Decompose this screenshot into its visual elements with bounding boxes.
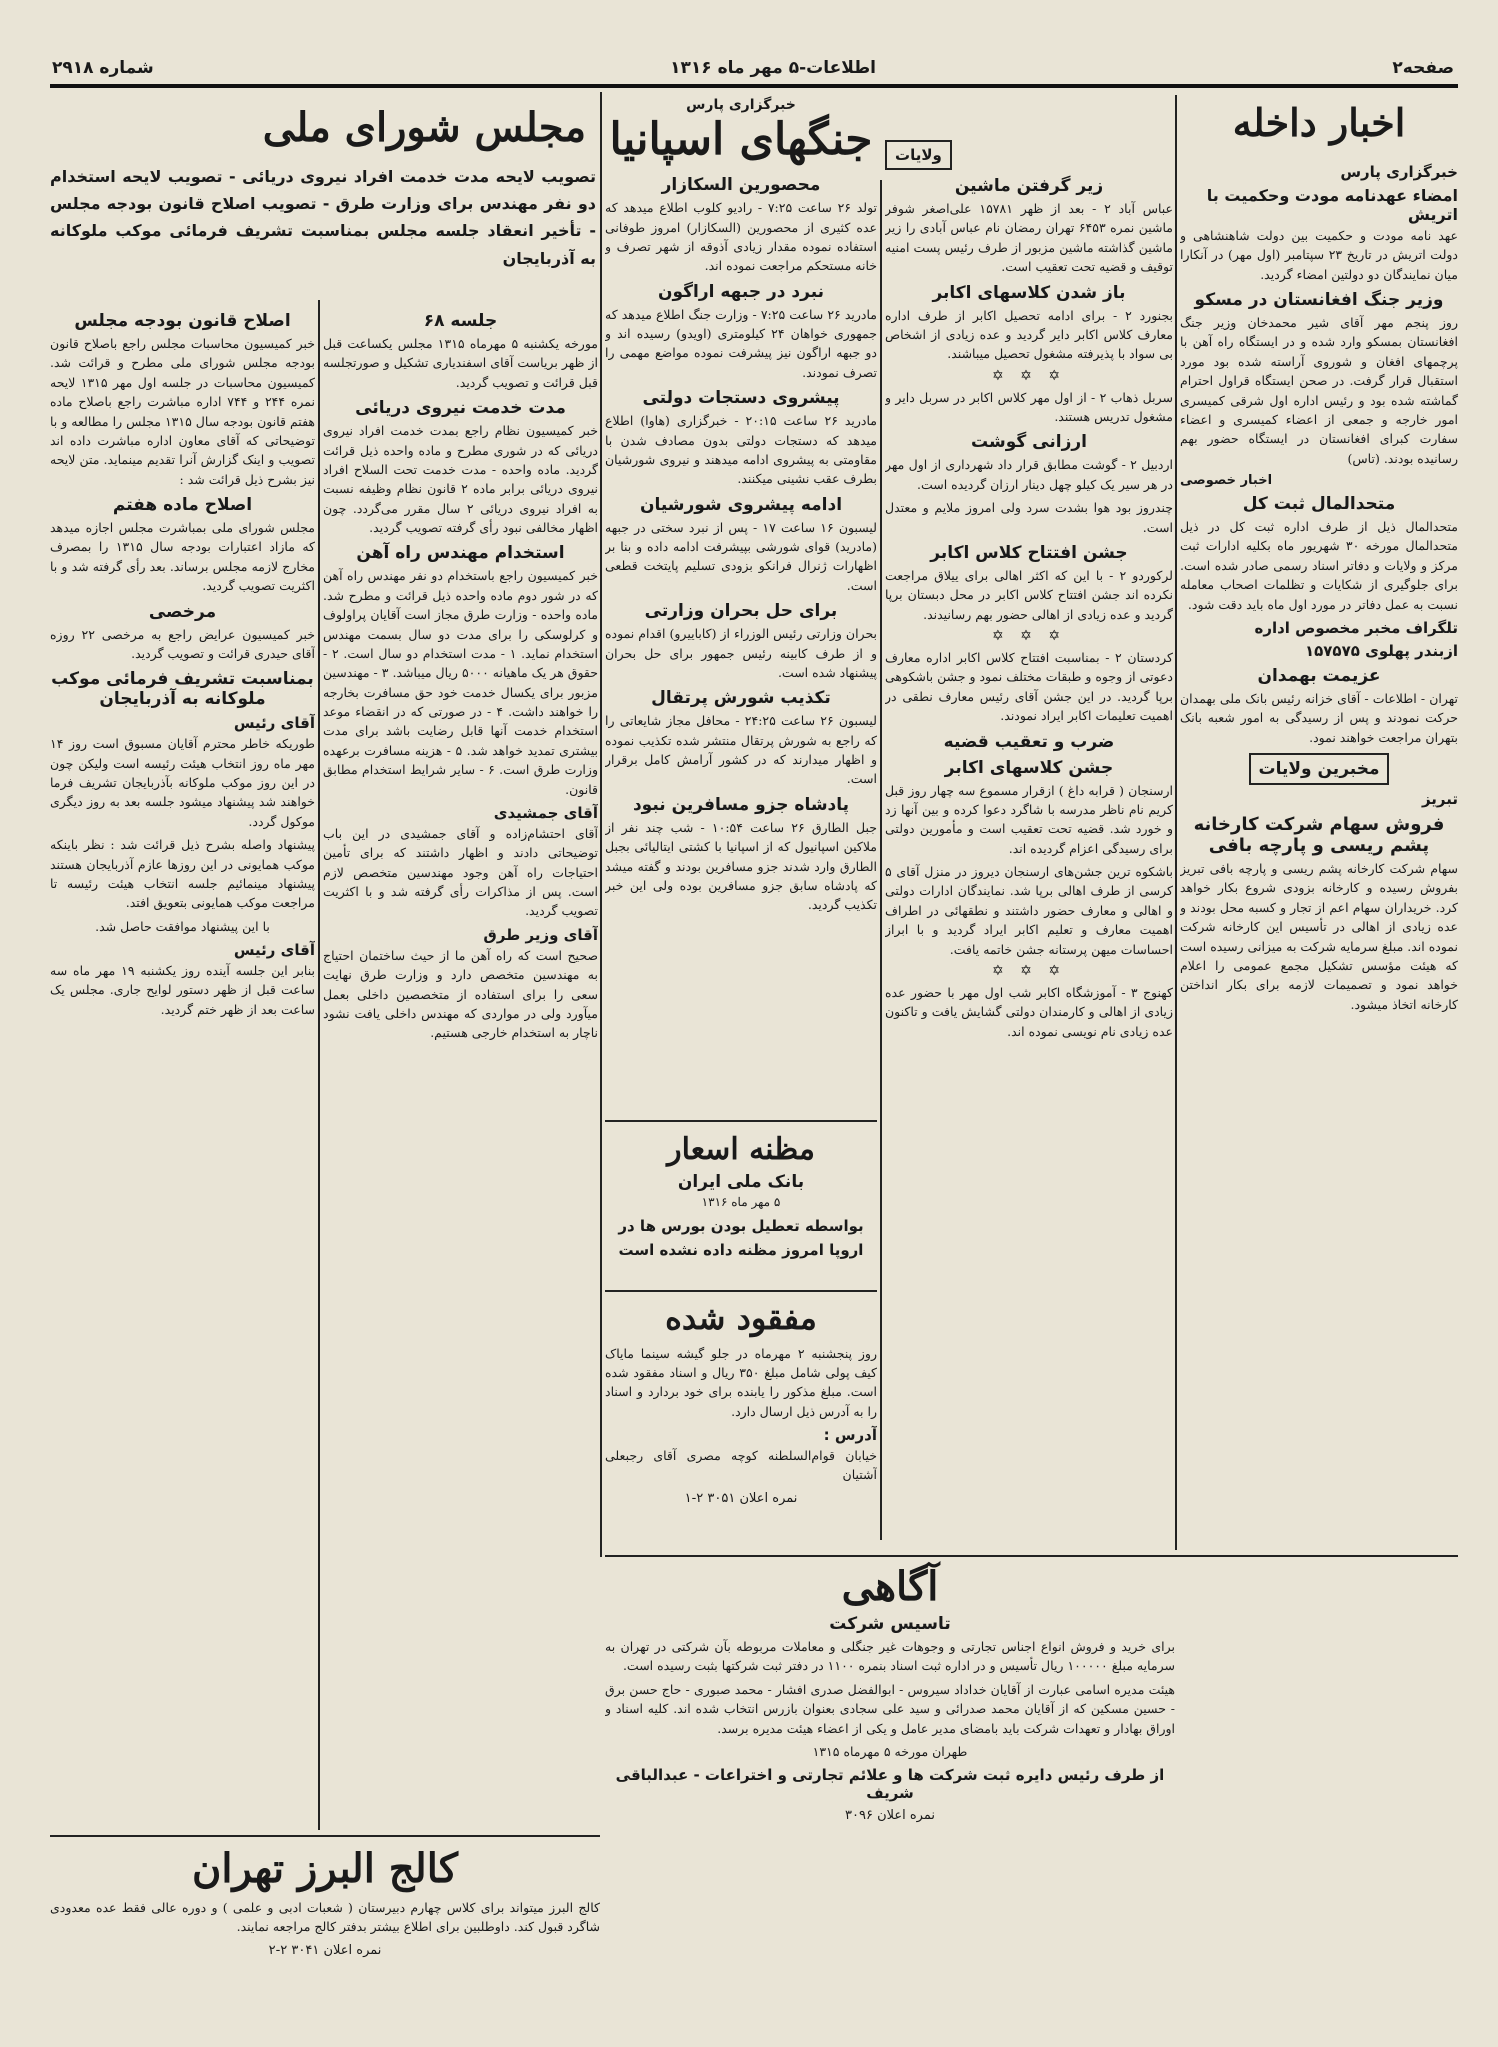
- article-text: خبر کمیسیون راجع باستخدام دو نفر مهندس راه آهن که در شور دوم ماده واحده ذیل قرائت و مطرح شد. ماده واحده - وزارت طرق مجاز است آقایان پراولوف و کرلوسکی را برای مدت دو سال بسمت مهندس استخدام نماید. ۱ - مدت استخدام دو سال است. ۲ - حقوق هر یک ماهیانه ۵۰۰۰ ریال میباشد. ۳ - مهندسین مزبور برای یکسال خدمت خود حق مسافرت بخارجه را خواهند داشت. ۴ - در صورتی که در انقضاء موعد استخدام خدمت آنها قابل رضایت باشد برای مدت بیشتری تمدید خواهد شد. ۵ - هزینه مسافرت برعهده وزارت طرق است. ۶ - سایر شرایط استخدام مطابق قانون.: [323, 568, 598, 797]
- rates-date: ۵ مهر ماه ۱۳۱۶: [701, 1194, 781, 1209]
- headline: پادشاه جزو مسافرین نبود: [632, 794, 850, 815]
- article-text: کردستان ۲ - بمناسبت افتتاح کلاس اکابر اداره معارف دعوتی از وجوه و طبقات مختلف نمود و جشن باشکوهی برپا گردید. در این جشن آقای رئیس معارف نطقی در اهمیت تعلیمات اکابر ایراد نمودند.: [885, 650, 1173, 724]
- bank-name: بانک ملی ایران: [677, 1171, 805, 1192]
- article-text: جبل الطارق ۲۶ ساعت ۱۰:۵۴ - شب چند نفر از ملاکین اسپانیول که از اسپانیا با کشتی ایتالیائی بجبل الطارق وارد شدند جزو مسافرین بودند و گفته میشد که پادشاه سابق جزو مسافرین بوده ولی این خبر تکذیب گردید.: [605, 819, 877, 913]
- headline: جشن افتتاح کلاس اکابر: [930, 542, 1128, 563]
- article-text: صحیح است که راه آهن ما از حیث ساختمان احتیاج به مهندسین متخصص دارد و وزارت طرق نهایت سعی را برای استفاده از متخصصین داخلی بعمل میآورد ولی در مواردی که مهندس داخلی یافت نشود ناچار به استخدام خارجی هستیم.: [323, 947, 598, 1041]
- section-title: مجلس شورای ملی: [262, 104, 586, 151]
- headline: پیشروی دستجات دولتی: [642, 388, 840, 409]
- issue-number: شماره ۲۹۱۸: [52, 58, 154, 78]
- article-text: متحدالمال ذیل از طرف اداره ثبت کل در ذیل متحدالمال مورخه ۳۰ شهریور ماه بکلیه ادارات ثبت مرکز و ولایات و دفاتر اسناد رسمی صادر شده است. برای جلوگیری از شکایات و تظلمات اصحاب معامله نسبت به عمل دفاتر در مورد اول ماه باید دقت شود.: [1180, 519, 1458, 612]
- ad-number: نمره اعلان ۳۰۴۱ ۲-۲: [268, 1942, 382, 1958]
- domestic-news-column: [1180, 95, 1458, 1550]
- notice-text: برای خرید و فروش انواع اجناس تجارتی و وجوهات غیر جنگلی و معاملات مربوطه بآن شرکتی در تهران به سرمایه مبلغ ۱۰۰۰۰۰ ریال تأسیس و در اداره ثبت اسناد بنمره ۱۱۰۰ در دفتر ثبت شرکتها بثبت رسیده است.: [605, 1639, 1175, 1674]
- ad-number: نمره اعلان ۳۰۵۱ ۲-۱: [684, 1490, 798, 1506]
- headline: جشن کلاسهای اکابر: [944, 757, 1114, 778]
- speaker: آقای جمشیدی: [493, 803, 598, 822]
- headline: برای حل بحران وزارتی: [644, 601, 838, 622]
- headline: اصلاح قانون بودجه مجلس: [74, 311, 291, 331]
- article-text: بجنورد ۲ - برای ادامه تحصیل اکابر از طرف اداره معارف کلاس اکابر دایر گردید و عده زیادی از اشخاص بی سواد با پذیرفته مشغول تحصیل میباشند.: [885, 307, 1173, 362]
- article-text: لیسبون ۲۶ ساعت ۲۴:۲۵ - محافل مجاز شایعاتی را که راجع به شورش پرتقال منتشر شده تکذیب نموده و اظهار میدارند که در کشور آرامش کامل برقرار است.: [605, 713, 877, 787]
- article-text: مورخه یکشنبه ۵ مهرماه ۱۳۱۵ مجلس یکساعت قبل از ظهر بریاست آقای اسفندیاری تشکیل و صورتجلسه قبل قرائت و تصویب گردید.: [323, 336, 598, 390]
- lost-item-box: [605, 1290, 877, 1552]
- article-text: خبر کمیسیون محاسبات مجلس راجع باصلاح قانون بودجه مجلس شورای ملی مطرح و قرائت شد. کمیسیون محاسبات در جلسه اول مهر ۱۳۱۵ لایحه نمره ۲۴۴ و ۷۴۴ اداره مباشرت راجع باصلاح ماده هفتم قانون بودجه سال ۱۳۱۵ مجلس را مطالعه و با توضیحاتی که آقای معاون اداره مباشرت داده اند تصویب و اینک گزارش آنرا تقدیم مینماید. متن لایحه نیز بشرح ذیل قرائت شد :: [50, 336, 315, 487]
- article-text: مجلس شورای ملی بمباشرت مجلس اجازه میدهد که مازاد اعتبارات بودجه سال ۱۳۱۵ را بمصرف مخارج لازمه مجلس برساند. بعد رأی گرفته شد و با اکثریت تصویب گردید.: [50, 520, 315, 594]
- masthead-rule: [50, 84, 1458, 88]
- article-text: عهد نامه مودت و حکمیت بین دولت شاهنشاهی و دولت اتریش در تاریخ ۲۳ سپتامبر (اول مهر) در آنکارا میان نمایندگان دو دولتین امضاء گردید.: [1180, 227, 1458, 282]
- company-notice: [605, 1560, 1175, 2000]
- article-text: روز پنجم مهر آقای شیر محمدخان وزیر جنگ افغانستان بمسکو وارد شده و در ایستگاه راه آهن با پرچمهای افغان و شوروی آراسته شده بود مورد استقبال قرار گرفت. در صحن ایستگاه قراول احترام گماشته شده بود و رئیس اداره اول شرقی کمیسری امور خارجه و جمعی از اعضاء کمیسری و اعضاء سفارت کبرای افغانستان در ایستگاه حضور بهم رسانیده بودند. (تاس): [1180, 315, 1458, 466]
- headline: استخدام مهندس راه آهن: [356, 543, 565, 564]
- lost-title: مفقود شده: [665, 1299, 817, 1337]
- notice-date: طهران مورخه ۵ مهرماه ۱۳۱۵: [812, 1743, 968, 1759]
- section-label: مخبرین ولایات: [1249, 753, 1390, 785]
- headline: زیر گرفتن ماشین: [954, 176, 1104, 196]
- headline: امضاء عهدنامه مودت وحکمیت با اتریش: [1206, 185, 1458, 224]
- article-text: تولد ۲۶ ساعت ۷:۲۵ - رادیو کلوب اطلاع میدهد که عده کثیری از محصورین (السکازار) امروز طوفانی استفاده نموده مقدار زیادی آذوقه از شهر تصرف و خانه مستحکم مراجعت نموده اند.: [605, 200, 877, 274]
- article-text: با این پیشنهاد موافقت حاصل شد.: [95, 918, 270, 934]
- ad-number: نمره اعلان ۳۰۹۶: [845, 1808, 935, 1824]
- speaker: آقای رئیس: [233, 941, 315, 959]
- headline: فروش سهام شرکت کارخانه پشم ریسی و پارچه بافی: [1193, 814, 1445, 857]
- headline: ادامه پیشروی شورشیان: [639, 494, 843, 515]
- article-text: اردبیل ۲ - گوشت مطابق قرار داد شهرداری از اول مهر در هر سیر یک کیلو چهل دینار ارزان گردیده است.: [885, 457, 1173, 492]
- headline: وزیر جنگ افغانستان در مسکو: [1194, 290, 1444, 311]
- college-text: کالج البرز میتواند برای کلاس چهارم دبیرستان ( شعبات ادبی و علمی ) و دوره عالی فقط عده معدودی شاگرد قبول کند. داوطلبین برای اطلاع بیشتر بدفتر کالج مراجعه نمایند.: [50, 1900, 600, 1935]
- article-text: خبر کمیسیون عرایض راجع به مرخصی ۲۲ روزه آقای حیدری قرائت و تصویب گردید.: [50, 626, 315, 661]
- headline: بمناسبت تشریف فرمائی موکب ملوکانه به آذربایجان: [51, 669, 314, 710]
- exchange-rates-box: [605, 1120, 877, 1282]
- notice-signature: از طرف رئیس دایره ثبت شرکت ها و علائم تجارتی و اختراعات - عبدالباقی شریف: [615, 1766, 1165, 1803]
- provinces-column: [885, 140, 1173, 1550]
- section-label-wrap: [885, 140, 1173, 170]
- article-text: مادرید ۲۶ ساعت ۲۰:۱۵ - خبرگزاری (هاوا) اطلاع میدهد که دستجات دولتی بدون مصادف شدن با مقاومتی به پیشروی ادامه میدهند و نیروی شورشیان بطرف عقب نشینی میکنند.: [605, 413, 877, 487]
- article-text: بحران وزارتی رئیس الوزراء از (کاباییرو) اقدام نموده و از طرف کابینه رئیس جمهور برای حل بحران پیشنهاد شده است.: [605, 626, 877, 680]
- signature: اخبار خصوصی: [1180, 473, 1273, 489]
- agency-label: خبرگزاری پارس: [1340, 162, 1458, 181]
- article-text: لیسبون ۱۶ ساعت ۱۷ - پس از نبرد سختی در جبهه (مادرید) قوای شورشی بپیشرفت ادامه داده و بنا بر اظهارات ژنرال فرانکو بزودی تسلیم پایتخت قطعی است.: [605, 519, 877, 593]
- section-rule: [50, 1835, 600, 1837]
- headline: نبرد در جبهه اراگون: [657, 281, 825, 302]
- majlis-column-right: [323, 305, 598, 1830]
- article-text: سهام شرکت کارخانه پشم ریسی و پارچه بافی تبریز بفروش رسیده و کارخانه بزودی شروع بکار خواهد کرد. خریداران سهام اعم از تجار و کسبه محل بودند و عده زیادی از اهالی در تأسیس این کارخانه شرکت نموده اند. مبلغ سرمایه شرکت به میزانی رسیده است که هیئت مؤسس تشکیل مجمع عمومی را اعلام خواهد نمود و تصمیمات لازمه برای بکار انداختن کارخانه اتخاذ میشود.: [1180, 861, 1458, 1012]
- article-text: آقای احتشام‌زاده و آقای جمشیدی در این باب توضیحاتی دادند و اظهار داشتند که برای تأمین احتیاجات راه آهن وجود مهندسین متخصص لازم است. پس از مذاکرات رأی گرفته شد و با اکثریت تصویب گردید.: [323, 825, 598, 919]
- article-text: بنابر این جلسه آینده روز یکشنبه ۱۹ مهر ماه سه ساعت قبل از ظهر دستور لوایح جاری. مجلس یک ساعت بعد از ظهر ختم گردید.: [50, 963, 315, 1017]
- article-text: ارسنجان ( قرابه داغ ) ازقرار مسموع سه چهار روز قبل کریم نام ناظر مدرسه با شاگرد دعوا کرده و بین آنها زد و خورد شد. قضیه تحت تعقیب است و مأمورین دولتی برای رسیدگی اعزام گردیده اند.: [885, 782, 1173, 856]
- separator-stars: ✡ ✡ ✡: [991, 367, 1067, 384]
- separator-stars: ✡ ✡ ✡: [991, 628, 1067, 644]
- column-divider: [600, 92, 602, 1557]
- masthead: [52, 52, 1454, 84]
- headline: اصلاح ماده هفتم: [112, 495, 253, 515]
- article-text: عباس آباد ۲ - بعد از ظهر ۱۵۷۸۱ علی‌اصغر شوفر ماشین نمره ۶۴۵۳ تهران رمضان نام عباس آبادی را زیر ماشین گذاشته ماشین مزبور از طرف رئیس پست امنیه توقیف و قضیه تحت تعقیب است.: [885, 201, 1173, 275]
- column-divider: [318, 300, 320, 1830]
- notice-title: آگاهی: [841, 1563, 939, 1610]
- article-text: باشکوه ترین جشن‌های ارسنجان دیروز در منزل آقای ۵ کرسی از طرف اهالی برپا شد. نمایندگان ادارات دولتی و اهالی و معارف حضور داشتند و نطقهائی در اطراف اهمیت معارف و تعلیم اکابر ایراد گردید و با ابراز احساسات میهن پرستانه جشن خاتمه یافت.: [885, 864, 1173, 957]
- dateline: اطلاعات-۵ مهر ماه ۱۳۱۶: [670, 58, 876, 78]
- article-text: لرکوردو ۲ - با این که اکثر اهالی برای ییلاق مراجعت نکرده اند جشن افتتاح کلاس اکابر در محل دبستان برپا گردید و عده زیادی از اهالی حضور بهم رسانیدند.: [885, 567, 1173, 622]
- page-number: صفحه۲: [1392, 58, 1454, 78]
- headline: تکذیب شورش پرتقال: [651, 688, 831, 709]
- headline: مرخصی: [148, 601, 217, 622]
- address-label: آدرس :: [823, 1426, 877, 1445]
- notice-subtitle: تاسیس شرکت: [829, 1614, 951, 1634]
- article-text: طوریکه خاطر محترم آقایان مسبوق است روز ۱۴ مهر ماه روز انتخاب هیئت رئیسه است ولیکن چون در این روز موکب ملوکانه بآذربایجان تشریف فرما خواهند شد پیشنهاد میشود جلسه بعد به روز دیگری موکول گردد.: [50, 736, 315, 829]
- column-divider: [1175, 95, 1177, 1550]
- speaker: آقای رئیس: [233, 714, 315, 733]
- lost-text: روز پنجشنبه ۲ مهرماه در جلو گیشه سینما مایاک کیف پولی شامل مبلغ ۳۵۰ ریال و اسناد مفقود شده است. مبلغ مذکور را یابنده برای خود بردارد و اسناد را به آدرس ذیل ارسال دارد.: [605, 1345, 877, 1419]
- article-text: سربل ذهاب ۲ - از اول مهر کلاس اکابر در سربل دایر و مشغول تدریس هستند.: [885, 389, 1173, 424]
- section-title: اخبار داخله: [1232, 100, 1406, 145]
- speaker: آقای وزیر طرق: [483, 925, 598, 944]
- headline: متحدالمال ثبت کل: [1242, 494, 1396, 515]
- address-text: خیابان قوام‌السلطنه کوچه مصری آقای رجبعلی آشتیان: [605, 1448, 877, 1483]
- article-text: پیشنهاد واصله بشرح ذیل قرائت شد : نظر باینکه موکب همایونی در این روزها عازم آذربایجان هستند پیشنهاد مینمائیم جلسه انتخاب هیئت رئیسه تا مراجعت موکب همایونی بتعویق افتد.: [50, 837, 315, 911]
- majlis-column-left: [50, 305, 315, 1830]
- lead-text: تصویب لایحه مدت خدمت افراد نیروی دریائی - تصویب لایحه استخدام دو نفر مهندس برای وزارت طرق - تصویب اصلاح قانون بودجه مجلس - تأخیر انعقاد جلسه مجلس بمناسبت تشریف فرمائی موکب ملوکانه به آذربایجان: [50, 167, 596, 268]
- headline: ضرب و تعقیب قضیه: [943, 731, 1115, 752]
- rates-title: مظنه اسعار: [667, 1132, 815, 1167]
- rates-notice: بواسطه تعطیل بودن بورس ها در اروپا امروز مظنه داده نشده است: [618, 1216, 864, 1259]
- majlis-header: [50, 95, 596, 305]
- city-label: تبریز: [1421, 790, 1458, 809]
- headline: ارزانی گوشت: [971, 432, 1087, 453]
- article-text: مادرید ۲۶ ساعت ۷:۲۵ - وزارت جنگ اطلاع میدهد که جمهوری خواهان ۲۴ کیلومتری (اویدو) رسیده اند و دو جبهه اراگون نیز پیشرفت نموده مواضع مهمی را تصرف نمودند.: [605, 306, 877, 380]
- headline: باز شدن کلاسهای اکابر: [932, 282, 1126, 303]
- article-text: چندروز بود هوا بشدت سرد ولی امروز ملایم و معتدل است.: [885, 500, 1173, 535]
- separator-stars: ✡ ✡ ✡: [991, 962, 1067, 979]
- college-title: کالج البرز تهران: [192, 1845, 458, 1892]
- agency-label: خبرگزاری پارس: [686, 97, 796, 113]
- article-text: خبر کمیسیون نظام راجع بمدت خدمت افراد نیروی دریائی که در شوری مطرح و ماده واحده ذیل قرائت گردید. ماده واحده - مدت خدمت تحت السلاح افراد نیروی دریائی برابر ماده ۲ قانون نظام وظیفه نسبت به افراد نیروی دریائی ۲ سال مقرر می‌گردد. چون اظهار مخالفی نبود رأی گرفته تصویب گردید.: [323, 423, 598, 535]
- headline: جلسه ۶۸: [423, 311, 498, 331]
- section-title: جنگهای اسپانیا: [609, 114, 873, 165]
- section-label: ولایات: [885, 140, 952, 170]
- headline: عزیمت بهمدان: [1257, 665, 1381, 686]
- headline: محصورین السکازار: [661, 175, 821, 196]
- college-ad: [50, 1840, 600, 2000]
- notice-text: هیئت مدیره اسامی عبارت از آقایان خداداد سیروس - ابوالفضل صدری افشار - محمد صبوری - حاج حسن برق - حسین مسکین که از آقایان محمد صدرائی و سید علی سجادی بعنوان بازرس انتخاب شده اند. کلیه اسناد و اوراق بهادار و تعهدات شرکت باید بامضای مدیر عامل و یکی از اعضاء هیئت مدیره برسد.: [605, 1681, 1175, 1736]
- spain-column: [605, 92, 877, 1112]
- column-divider: [880, 180, 882, 1540]
- headline: مدت خدمت نیروی دریائی: [355, 398, 566, 419]
- article-text: تهران - اطلاعات - آقای خزانه رئیس بانک ملی بهمدان حرکت نمودند و پس از رسیدگی به امور شعبه بانک بتهران مراجعت خواهند نمود.: [1180, 690, 1458, 745]
- headline: ازبندر پهلوی ۱۵۷۵۷۵: [1304, 641, 1458, 660]
- section-rule: [605, 1555, 1458, 1557]
- article-text: کهنوج ۳ - آموزشگاه اکابر شب اول مهر با حضور عده زیادی از اهالی و کارمندان دولتی گشایش یافت و تاکنون عده زیادی نام نویسی نموده اند.: [885, 984, 1173, 1039]
- headline: تلگراف مخبر مخصوص اداره: [1254, 618, 1458, 637]
